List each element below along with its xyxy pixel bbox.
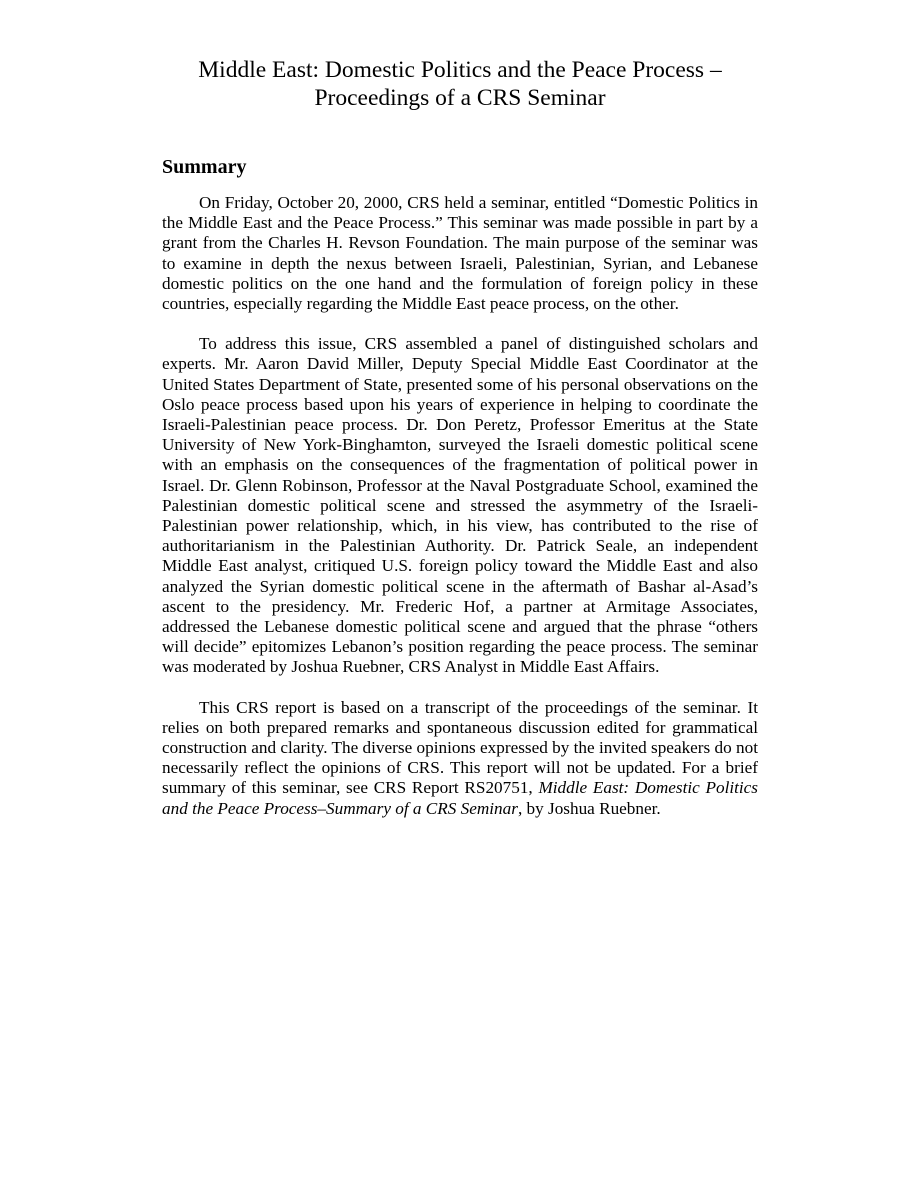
summary-paragraph-1: On Friday, October 20, 2000, CRS held a seminar, entitled “Domestic Politics in the Middle East and the Peace Process.” This seminar was made possible in part by a grant from the Charles H. Revson Foundation. The main purpose of the seminar was to examine in depth the nexus between Israeli, Palestinian, Syrian, and Lebanese domestic politics on the one hand and the formulation of foreign policy in these countries, especially regarding the Middle East peace process, on the other.	[162, 193, 758, 314]
title-line-2: Proceedings of a CRS Seminar	[314, 85, 606, 111]
summary-paragraph-2: To address this issue, CRS assembled a panel of distinguished scholars and experts. Mr. Aaron David Miller, Deputy Special Middle East Coordinator at the United States Department of State, presented some of his personal observations on the Oslo peace process based upon his years of experience in helping to coordinate the Israeli-Palestinian peace process. Dr. Don Peretz, Professor Emeritus at the State University of New York-Binghamton, surveyed the Israeli domestic political scene with an emphasis on the consequences of the fragmentation of political power in Israel. Dr. Glenn Robinson, Professor at the Naval Postgraduate School, examined the Palestinian domestic political scene and stressed the asymmetry of the Israeli-Palestinian power relationship, which, in his view, has contributed to the rise of authoritarianism in the Palestinian Authority. Dr. Patrick Seale, an independent Middle East analyst, critiqued U.S. foreign policy toward the Middle East and also analyzed the Syrian domestic political scene in the aftermath of Bashar al-Asad’s ascent to the presidency. Mr. Frederic Hof, a partner at Armitage Associates, addressed the Lebanese domestic political scene and argued that the phrase “others will decide” epitomizes Lebanon’s position regarding the peace process. The seminar was moderated by Joshua Ruebner, CRS Analyst in Middle East Affairs.	[162, 334, 758, 677]
summary-heading: Summary	[162, 156, 247, 178]
document-title	[152, 56, 768, 112]
summary-paragraph-3	[162, 698, 758, 819]
document-page	[162, 56, 758, 819]
paragraph-3-author: , by Joshua Ruebner.	[517, 798, 661, 818]
report-title-citation: Middle East: Domestic Politics and the Peace Process–Summary of a CRS Seminar	[162, 778, 759, 818]
paragraph-3-text: This CRS report is based on a transcript of the proceedings of the seminar. It relies on both prepared remarks and spontaneous discussion edited for grammatical construction and clarity. The diverse opinions expressed by the invited speakers do not necessarily reflect the opinions of CRS. This report will not be updated. For a brief summary of this seminar, see CRS Report RS20751,	[162, 697, 758, 798]
title-line-1: Middle East: Domestic Politics and the Peace Process –	[198, 57, 722, 83]
